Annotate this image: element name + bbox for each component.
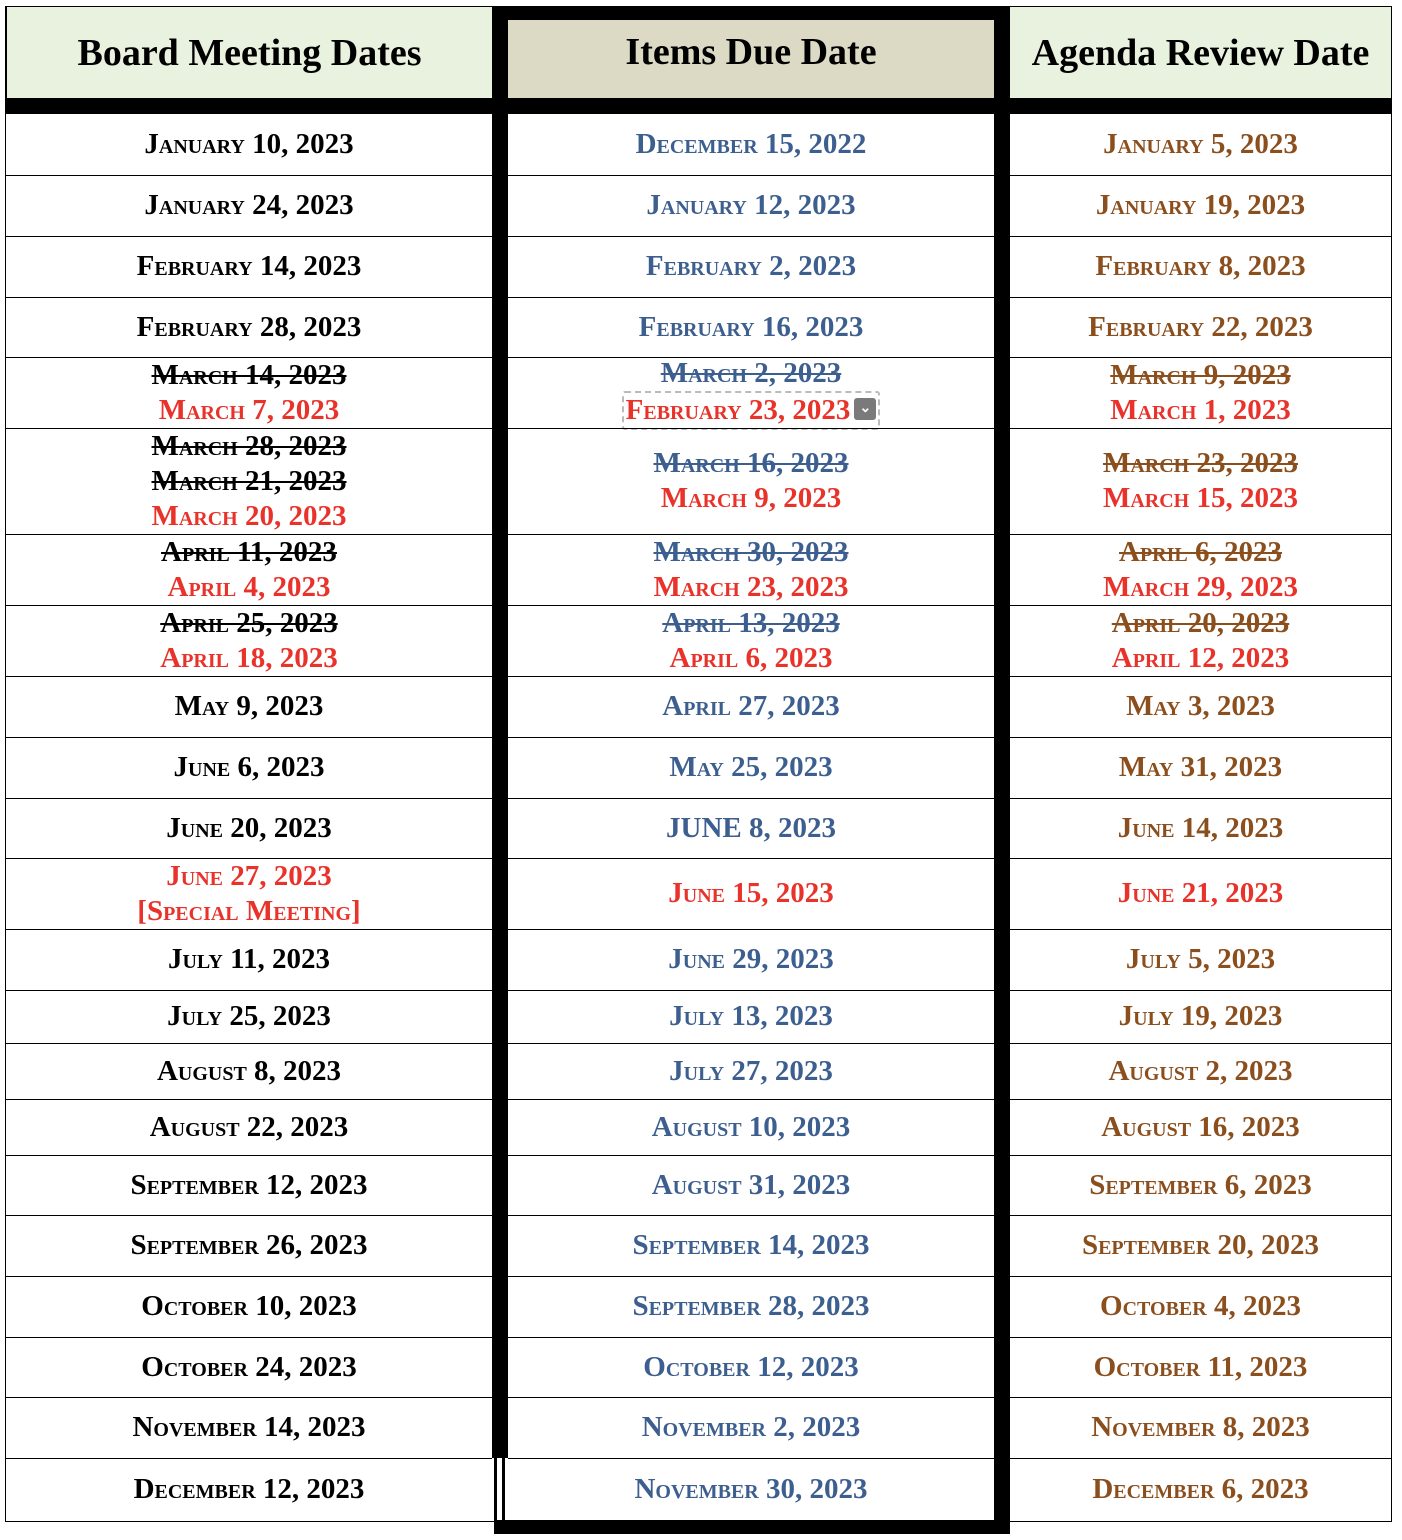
agenda-cell: [1010, 929, 1391, 990]
agenda-cell: [1010, 1155, 1391, 1215]
date-line: [151, 499, 346, 534]
date-line: [144, 127, 353, 162]
agenda-cell: [1010, 297, 1391, 357]
board-cell: [6, 1337, 492, 1397]
date-text: February 22, 2023: [1088, 310, 1313, 343]
board-cell: [6, 428, 492, 534]
items-cell: [508, 1397, 994, 1458]
date-line: [652, 1168, 851, 1203]
revised-date: June 27, 2023: [166, 859, 332, 892]
date-line: [662, 689, 839, 724]
revised-date: March 23, 2023: [653, 570, 849, 603]
revised-date: March 1, 2023: [1110, 393, 1291, 426]
date-text: August 2, 2023: [1108, 1054, 1293, 1087]
date-line: [141, 1289, 356, 1324]
date-text: January 24, 2023: [144, 189, 354, 221]
board-cell: [6, 236, 492, 297]
board-cell: [6, 676, 492, 737]
board-cell: [6, 534, 492, 605]
revised-date: April 18, 2023: [160, 641, 338, 674]
board-cell: [6, 1155, 492, 1215]
date-line: [1110, 358, 1291, 393]
right-border: [1391, 6, 1392, 1522]
date-text: January 12, 2023: [646, 189, 856, 221]
date-line: [639, 310, 864, 345]
date-line: [662, 606, 839, 641]
date-line: [642, 1410, 861, 1445]
date-line: [130, 1168, 367, 1203]
agenda-cell: [1010, 858, 1391, 929]
date-line: [1101, 1110, 1300, 1145]
date-text: February 28, 2023: [136, 310, 362, 343]
struck-date: April 13, 2023: [662, 606, 840, 639]
date-text: August 22, 2023: [149, 1110, 349, 1143]
date-line: [632, 1289, 869, 1324]
agenda-cell: [1010, 1043, 1391, 1099]
agenda-cell: [1010, 428, 1391, 534]
items-cell: [508, 236, 994, 297]
date-text: May 25, 2023: [669, 751, 833, 783]
items-cell: [508, 297, 994, 357]
date-line: [666, 811, 836, 846]
date-text: September 28, 2023: [632, 1290, 870, 1322]
items-cell: [508, 1043, 994, 1099]
items-cell: [508, 534, 994, 605]
date-line: [161, 535, 337, 570]
date-line: [1103, 127, 1298, 162]
date-text: July 19, 2023: [1118, 1000, 1283, 1032]
agenda-cell: [1010, 1276, 1391, 1337]
date-line: [653, 570, 848, 605]
date-text: October 4, 2023: [1100, 1290, 1301, 1322]
items-cell: [508, 737, 994, 798]
agenda-cell: [1010, 1337, 1391, 1397]
date-line: [1119, 750, 1282, 785]
date-line: [166, 859, 331, 894]
date-line: [132, 1410, 365, 1445]
struck-date: March 14, 2023: [151, 358, 347, 391]
agenda-cell: [1010, 1099, 1391, 1155]
date-line: [622, 391, 881, 430]
date-line: [1110, 393, 1291, 428]
date-line: [144, 188, 353, 223]
date-line: [1100, 1289, 1301, 1324]
items-column-left-border: [492, 6, 508, 1458]
board-cell: [6, 1458, 492, 1521]
header-agenda-review-date: [1010, 6, 1392, 98]
date-line: [652, 1110, 851, 1145]
date-line: [668, 942, 833, 977]
items-cell: [508, 929, 994, 990]
items-cell: [508, 798, 994, 858]
date-text: September 12, 2023: [130, 1168, 368, 1201]
date-text: August 8, 2023: [156, 1054, 342, 1087]
date-text: July 5, 2023: [1125, 943, 1276, 975]
date-line: [160, 641, 337, 676]
struck-date: March 16, 2023: [653, 447, 849, 479]
date-line: [653, 535, 848, 570]
revised-date: March 7, 2023: [158, 393, 340, 426]
date-line: [167, 999, 331, 1034]
board-cell: [6, 1276, 492, 1337]
date-text: November 14, 2023: [132, 1411, 366, 1443]
date-text: JUNE 8, 2023: [666, 811, 836, 844]
board-cell: [6, 1215, 492, 1276]
board-cell: [6, 605, 492, 676]
date-text: June 14, 2023: [1117, 811, 1284, 844]
date-text: September 6, 2023: [1089, 1168, 1312, 1201]
date-line: [151, 358, 346, 393]
struck-date: April 25, 2023: [160, 606, 338, 639]
date-text: September 20, 2023: [1081, 1229, 1320, 1261]
board-cell: [6, 798, 492, 858]
header-agenda-label: Agenda Review Date: [1031, 31, 1370, 74]
struck-date: April 20, 2023: [1111, 606, 1290, 639]
date-text: July 11, 2023: [167, 943, 331, 975]
items-column-bottom-border: [494, 1520, 1010, 1534]
date-text: October 12, 2023: [643, 1350, 859, 1383]
struck-date: April 11, 2023: [161, 535, 337, 568]
date-line: [175, 689, 324, 724]
date-line: [1095, 249, 1305, 284]
header-board-label: Board Meeting Dates: [77, 31, 422, 74]
date-text: June 6, 2023: [173, 751, 325, 783]
date-text: September 14, 2023: [632, 1229, 870, 1261]
items-column-left-border-lower-2: [502, 1458, 505, 1522]
date-line: [1112, 641, 1289, 676]
agenda-cell: [1010, 1458, 1391, 1521]
date-line: [1119, 999, 1283, 1034]
board-cell: [6, 357, 492, 428]
date-line: [1118, 876, 1283, 911]
revised-date: April 4, 2023: [167, 570, 331, 603]
date-text: December 12, 2023: [133, 1473, 365, 1505]
date-text: April 27, 2023: [662, 690, 840, 722]
revised-date: [Special Meeting]: [137, 894, 361, 927]
agenda-cell: [1010, 737, 1391, 798]
date-line: [137, 310, 362, 345]
date-line: [1088, 310, 1313, 345]
items-cell: [508, 114, 994, 175]
date-line: [668, 876, 833, 911]
struck-date: March 28, 2023: [151, 429, 347, 462]
struck-date: March 2, 2023: [660, 356, 842, 389]
date-line: [1112, 606, 1289, 641]
date-line: [1103, 570, 1298, 605]
date-line: [636, 127, 867, 162]
date-line: [661, 356, 842, 391]
date-line: [653, 446, 848, 481]
items-cell: [508, 1099, 994, 1155]
date-text: May 31, 2023: [1118, 751, 1283, 783]
items-cell: [508, 175, 994, 236]
date-line: [646, 188, 855, 223]
board-cell: [6, 737, 492, 798]
revised-date: February 23, 2023: [625, 393, 851, 426]
board-cell: [6, 114, 492, 175]
date-line: [1096, 188, 1305, 223]
items-cell: [508, 990, 994, 1043]
struck-date: April 6, 2023: [1119, 535, 1282, 568]
date-line: [168, 570, 331, 605]
date-line: [643, 1350, 858, 1385]
date-line: [141, 1350, 356, 1385]
board-cell: [6, 990, 492, 1043]
revised-date: April 6, 2023: [669, 641, 833, 674]
agenda-cell: [1010, 605, 1391, 676]
date-dropdown[interactable]: [622, 391, 881, 430]
date-line: [157, 1054, 341, 1089]
board-cell: [6, 858, 492, 929]
revised-date: June 21, 2023: [1117, 877, 1284, 909]
revised-date: March 15, 2023: [1102, 482, 1298, 514]
date-line: [137, 894, 360, 929]
date-line: [1103, 446, 1298, 481]
date-line: [1126, 689, 1275, 724]
date-line: [151, 429, 346, 464]
date-line: [137, 249, 362, 284]
date-line: [150, 1110, 349, 1145]
date-line: [130, 1228, 367, 1263]
date-line: [661, 481, 842, 516]
agenda-cell: [1010, 534, 1391, 605]
items-cell: [508, 357, 994, 428]
struck-date: March 30, 2023: [653, 535, 849, 568]
date-text: January 19, 2023: [1095, 189, 1306, 221]
date-line: [1103, 481, 1298, 516]
items-cell: [508, 1215, 994, 1276]
date-line: [174, 750, 325, 785]
date-text: August 31, 2023: [651, 1168, 851, 1201]
date-line: [669, 1054, 833, 1089]
date-text: November 2, 2023: [641, 1411, 861, 1443]
date-text: May 3, 2023: [1126, 690, 1275, 722]
struck-date: March 23, 2023: [1102, 447, 1298, 479]
items-cell: [508, 1337, 994, 1397]
date-text: May 9, 2023: [174, 690, 324, 722]
date-text: October 24, 2023: [141, 1350, 357, 1383]
items-column-right-border: [994, 6, 1010, 1534]
date-line: [669, 999, 833, 1034]
date-text: July 27, 2023: [669, 1054, 833, 1087]
date-line: [1126, 942, 1275, 977]
date-line: [1092, 1472, 1308, 1507]
items-cell: [508, 605, 994, 676]
date-line: [1091, 1410, 1310, 1445]
agenda-cell: [1010, 676, 1391, 737]
date-line: [159, 393, 340, 428]
agenda-cell: [1010, 357, 1391, 428]
date-line: [1119, 535, 1282, 570]
header-board-meeting-dates: [6, 6, 492, 98]
revised-date: March 9, 2023: [660, 482, 842, 514]
board-cell: [6, 1043, 492, 1099]
struck-date: March 9, 2023: [1110, 358, 1291, 391]
date-line: [1094, 1350, 1308, 1385]
agenda-cell: [1010, 236, 1391, 297]
agenda-cell: [1010, 798, 1391, 858]
date-text: July 25, 2023: [167, 1000, 331, 1032]
date-text: July 13, 2023: [669, 1000, 833, 1032]
revised-date: April 12, 2023: [1111, 641, 1290, 674]
agenda-cell: [1010, 175, 1391, 236]
struck-date: March 21, 2023: [151, 464, 347, 497]
items-column-top-border: [492, 6, 1010, 20]
revised-date: June 15, 2023: [668, 877, 834, 909]
date-line: [1118, 811, 1283, 846]
board-cell: [6, 297, 492, 357]
date-line: [632, 1228, 869, 1263]
date-line: [1089, 1168, 1312, 1203]
date-line: [160, 606, 337, 641]
board-cell: [6, 1397, 492, 1458]
agenda-cell: [1010, 114, 1391, 175]
board-cell: [6, 929, 492, 990]
date-text: November 8, 2023: [1091, 1411, 1310, 1443]
items-cell: [508, 1276, 994, 1337]
date-text: February 14, 2023: [136, 250, 362, 282]
items-cell: [508, 676, 994, 737]
header-items-label: Items Due Date: [625, 31, 877, 73]
date-line: [670, 641, 833, 676]
revised-date: March 29, 2023: [1102, 570, 1298, 603]
date-text: December 6, 2023: [1092, 1473, 1309, 1505]
date-text: February 8, 2023: [1095, 250, 1306, 282]
chevron-down-icon[interactable]: ⌄: [854, 398, 876, 420]
agenda-cell: [1010, 990, 1391, 1043]
date-text: February 2, 2023: [645, 250, 857, 282]
header-separator: [6, 98, 1392, 114]
date-text: January 5, 2023: [1103, 128, 1298, 160]
items-cell: [508, 1155, 994, 1215]
date-text: February 16, 2023: [638, 310, 864, 343]
date-text: August 10, 2023: [651, 1110, 851, 1143]
items-cell: [508, 858, 994, 929]
date-line: [669, 750, 832, 785]
date-line: [134, 1472, 365, 1507]
agenda-cell: [1010, 1215, 1391, 1276]
date-text: September 26, 2023: [130, 1229, 368, 1261]
board-cell: [6, 1099, 492, 1155]
items-cell: [508, 428, 994, 534]
date-text: August 16, 2023: [1101, 1110, 1300, 1143]
date-text: October 10, 2023: [141, 1290, 357, 1322]
date-text: November 30, 2023: [634, 1473, 868, 1505]
agenda-cell: [1010, 1397, 1391, 1458]
date-line: [166, 811, 331, 846]
date-line: [634, 1472, 867, 1507]
revised-date: March 20, 2023: [151, 499, 347, 532]
date-text: June 29, 2023: [668, 943, 834, 975]
date-line: [646, 249, 856, 284]
date-text: October 11, 2023: [1093, 1350, 1308, 1383]
date-text: June 20, 2023: [166, 811, 332, 844]
date-text: December 15, 2022: [635, 128, 867, 160]
board-cell: [6, 175, 492, 236]
date-text: January 10, 2023: [144, 128, 354, 160]
date-line: [1108, 1054, 1292, 1089]
date-line: [168, 942, 330, 977]
date-line: [151, 464, 346, 499]
date-line: [1082, 1228, 1319, 1263]
items-cell: [508, 1458, 994, 1521]
